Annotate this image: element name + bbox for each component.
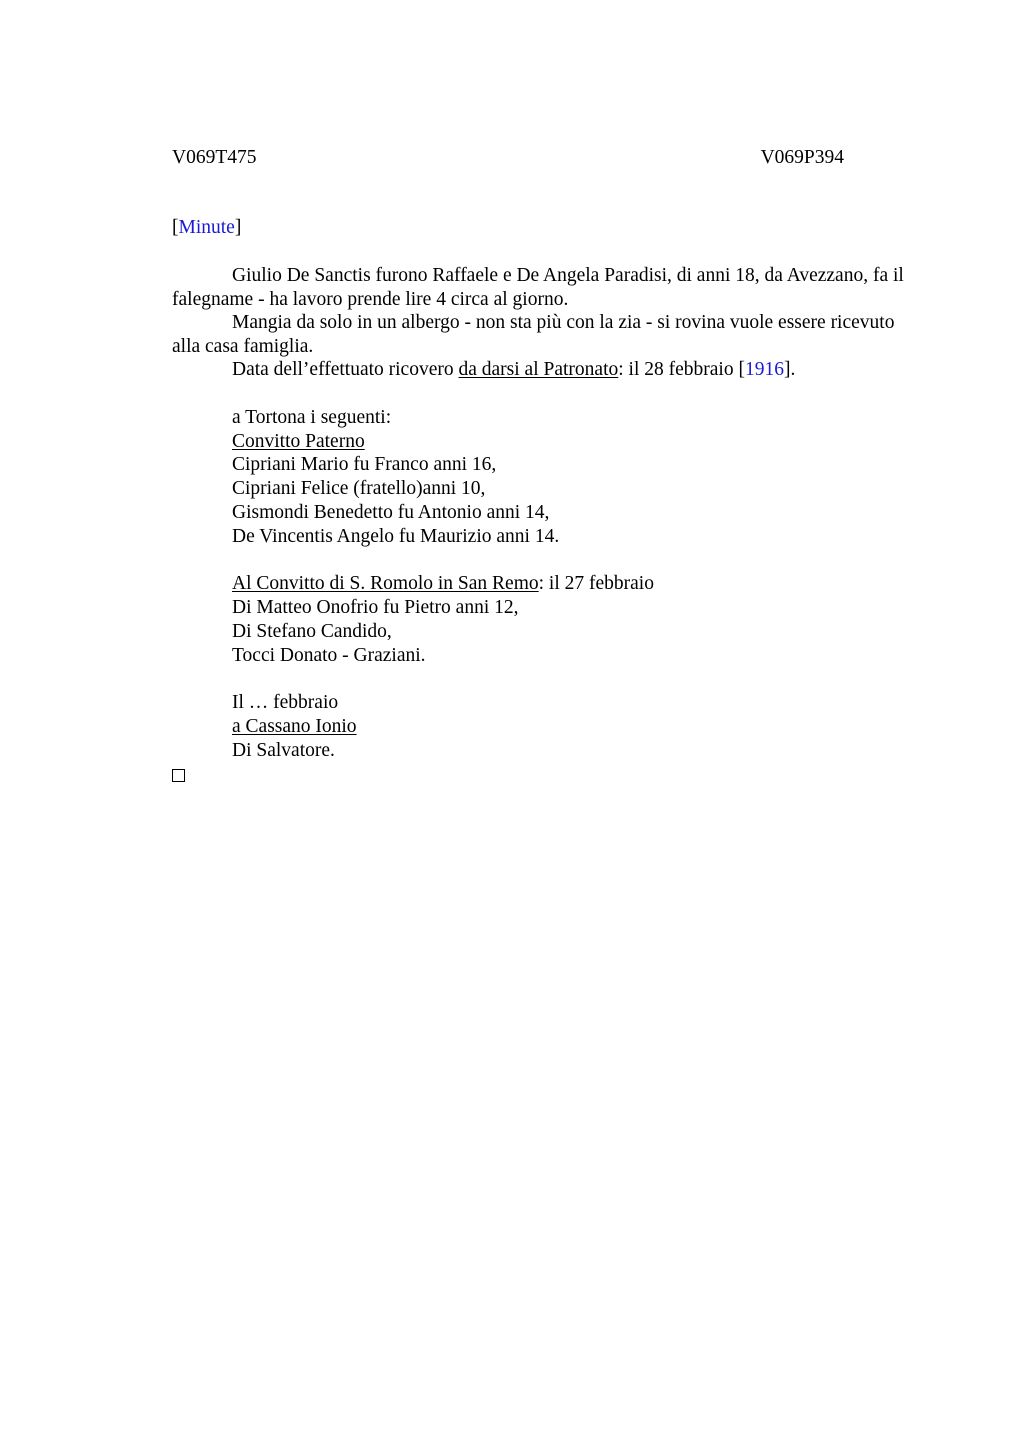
minute-bracket-close: ]	[234, 217, 242, 238]
year-link[interactable]: 1916	[744, 359, 784, 381]
end-box-icon	[172, 763, 912, 788]
sanremo-title: Al Convitto di S. Romolo in San Remo	[232, 573, 539, 595]
sanremo-heading	[232, 572, 912, 596]
paragraph-3-end: ].	[783, 359, 796, 381]
list-item: Di Stefano Candido,	[232, 620, 392, 642]
paragraph-3	[172, 358, 912, 382]
tortona-section	[172, 406, 912, 763]
list-item: Tocci Donato - Graziani.	[232, 644, 426, 666]
cassano-title: a Cassano Ionio	[232, 716, 357, 738]
document-page	[172, 146, 912, 788]
minute-link[interactable]: Minute	[178, 217, 235, 238]
right-code: V069P394	[760, 147, 844, 168]
paragraph-3-pre: Data dell’effettuato ricovero	[232, 359, 459, 381]
cassano-date: Il … febbraio	[232, 692, 339, 714]
left-code: V069T475	[172, 147, 257, 168]
tortona-title: Convitto Paterno	[232, 430, 365, 452]
list-item: Cipriani Felice (fratello)anni 10,	[232, 478, 486, 500]
sanremo-title-rest: : il 27 febbraio	[538, 573, 654, 595]
paragraph-1: Giulio De Sanctis furono Raffaele e De Angela Paradisi, di anni 18, da Avezzano, fa il falegname - ha lavoro prende lire 4 circa al giorno.	[172, 265, 904, 310]
main-paragraphs	[172, 264, 912, 382]
paragraph-3-underlined: da darsi al Patronato	[458, 359, 619, 381]
tortona-intro: a Tortona i seguenti:	[232, 406, 392, 428]
list-item: Gismondi Benedetto fu Antonio anni 14,	[232, 501, 550, 523]
list-item: Di Matteo Onofrio fu Pietro anni 12,	[232, 597, 519, 619]
minute-bracket-open: [	[172, 217, 179, 238]
list-item: Cipriani Mario fu Franco anni 16,	[232, 454, 497, 476]
minute-label	[172, 216, 912, 240]
list-item: De Vincentis Angelo fu Maurizio anni 14.	[232, 525, 560, 547]
paragraph-2: Mangia da solo in un albergo - non sta più con la zia - si rovina vuole essere ricevuto alla casa famiglia.	[172, 312, 895, 357]
document-header	[172, 146, 844, 170]
list-item: Di Salvatore.	[232, 739, 335, 761]
paragraph-3-mid: : il 28 febbraio [	[618, 359, 745, 381]
